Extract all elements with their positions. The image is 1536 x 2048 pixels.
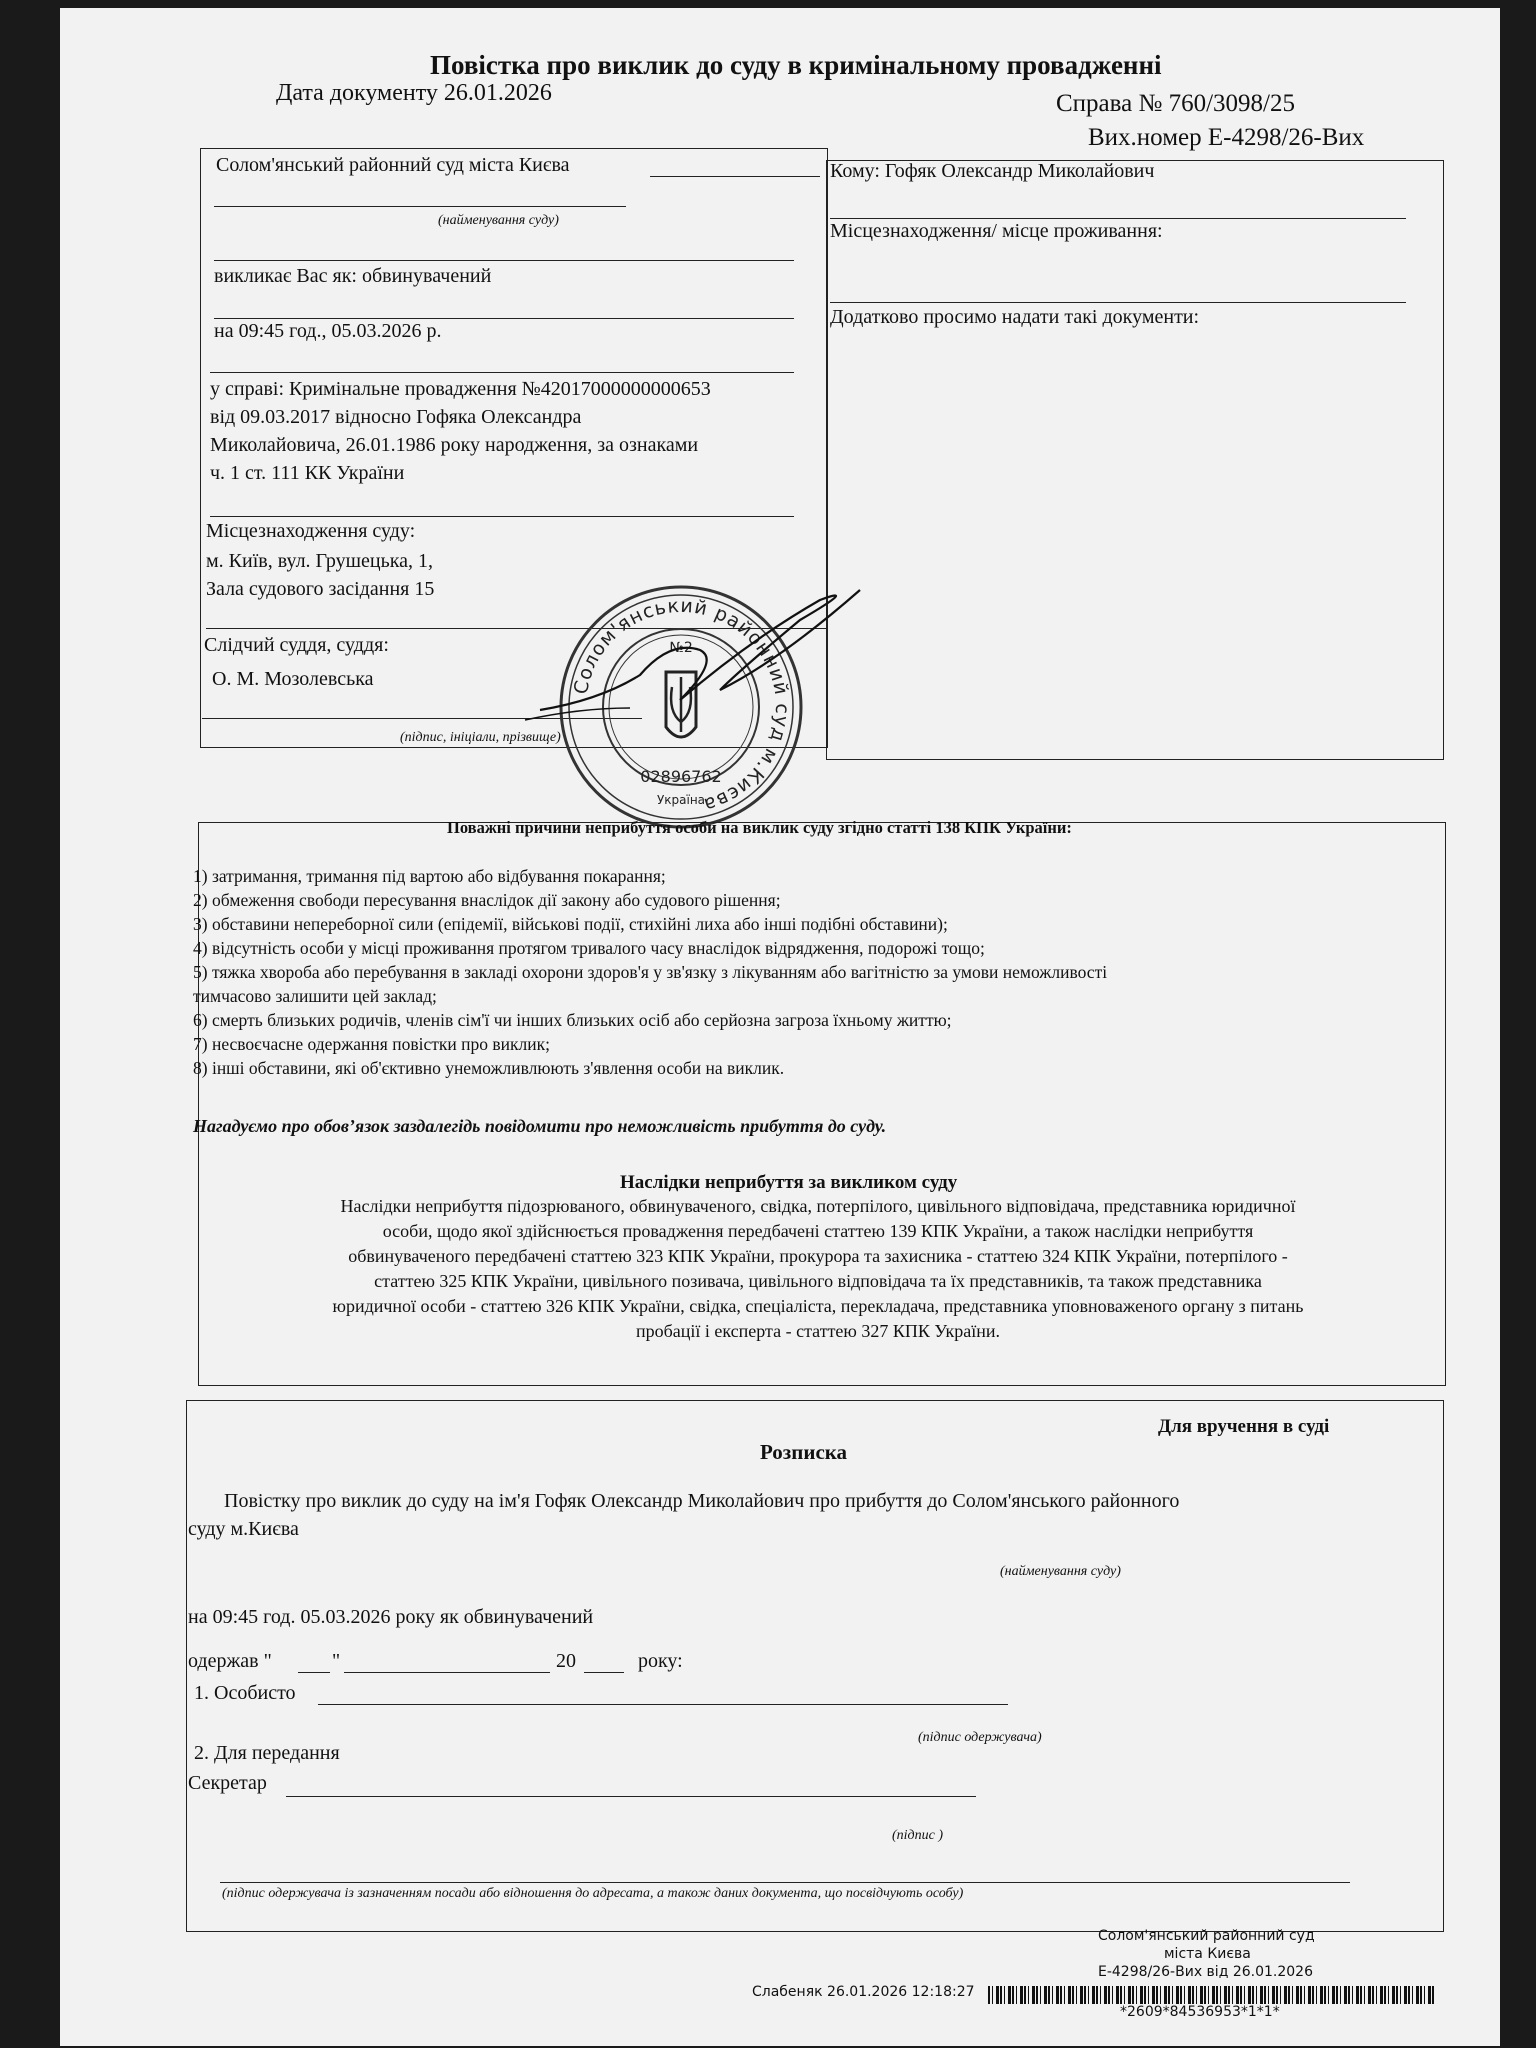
secretary-label: Секретар	[188, 1772, 267, 1794]
divider	[830, 218, 1406, 219]
document-title: Повістка про виклик до суду в кримінальному провадженні	[430, 50, 1162, 80]
court-address: м. Київ, вул. Грушецька, 1,	[206, 550, 433, 572]
court-name-hint: (найменування суду)	[438, 213, 559, 228]
receipt-line: Повістку про виклик до суду на ім'я Гофяк Олександр Миколайович про прибуття до Солом'янського районного	[224, 1490, 1180, 1512]
case-line: Миколайовича, 26.01.1986 року народження, за ознаками	[210, 434, 699, 456]
footer-sign-line	[220, 1882, 1350, 1883]
receipt-footer-hint: (підпис одержувача із зазначенням посади або відношення до адресата, а також даних документа, що посвідчують особу)	[222, 1886, 964, 1901]
divider	[830, 302, 1406, 303]
reasons-title: Поважні причини неприбуття особи на виклик суду згідно статті 138 КПК України:	[447, 818, 1072, 837]
reason-item: 7) несвоєчасне одержання повістки про виклик;	[193, 1034, 550, 1054]
judge-signature	[520, 580, 880, 760]
received-prefix: одержав "	[188, 1650, 272, 1672]
court-location-label: Місцезнаходження суду:	[206, 520, 416, 542]
svg-text:Україна: Україна	[656, 793, 706, 807]
courtroom: Зала судового засідання 15	[206, 578, 435, 600]
clerk-timestamp: Слабеняк 26.01.2026 12:18:27	[752, 1984, 975, 2000]
barcode-text: *2609*84536953*1*1*	[1120, 2004, 1280, 2020]
signature-hint: (підпис, ініціали, прізвище)	[400, 730, 561, 745]
received-mid: "	[332, 1650, 341, 1672]
receipt-title: Розписка	[760, 1440, 848, 1464]
reason-item: 2) обмеження свободи пересування внаслідок дії закону або судового рішення;	[193, 890, 781, 910]
personally-label: 1. Особисто	[194, 1682, 296, 1704]
svg-text:02896762: 02896762	[640, 767, 722, 786]
day-field	[298, 1672, 330, 1673]
reason-item: тимчасово залишити цей заклад;	[193, 986, 437, 1006]
recipient-name: Кому: Гофяк Олександр Миколайович	[830, 160, 1155, 182]
registration-city: міста Києва	[1164, 1946, 1251, 1962]
reason-item: 6) смерть близьких родичів, членів сім'ї чи інших близьких осіб або серйозна загроза їхньому життю;	[193, 1010, 952, 1030]
document-date: Дата документу 26.01.2026	[276, 80, 552, 106]
recipient-sign-hint: (підпис одержувача)	[918, 1730, 1042, 1745]
receipt-when: на 09:45 год. 05.03.2026 року як обвинувачений	[188, 1606, 594, 1628]
documents-request: Додатково просимо надати такі документи:	[830, 306, 1200, 328]
summoned-as: викликає Вас як: обвинувачений	[214, 265, 492, 287]
outgoing-number: Вих.номер Е-4298/26-Вих	[1088, 124, 1365, 151]
case-line: від 09.03.2017 відносно Гофяка Олександра	[210, 406, 582, 428]
svg-text:№2: №2	[669, 640, 693, 656]
personally-line	[318, 1704, 1008, 1705]
case-line: у справі: Кримінальне провадження №42017000000000653	[210, 378, 711, 400]
received-suffix: року:	[638, 1650, 683, 1672]
registration-court: Солом'янський районний суд	[1098, 1928, 1315, 1944]
document-barcode	[988, 1986, 1436, 2004]
consequences-text: Наслідки неприбуття підозрюваного, обвинуваченого, свідка, потерпілого, цивільного відповідача, представника юридичної особи, щодо якої здійснюється провадження передбачені статтею 139 КПК України, а також наслідки неприбуття обвинуваченого передбачені статтею 323 КПК України, прокурора та захисника - статтею 324 КПК України, потерпілого - статтею 325 КПК України, цивільного позивача, цивільного відповідача та їх представників, та також представника юридичної особи - статтею 326 КПК України, свідка, спеціаліста, перекладача, представника уповноваженого органу з питань пробації і експерта - статтею 327 КПК України.	[332, 1196, 1304, 1341]
year-field	[584, 1672, 624, 1673]
case-line: ч. 1 ст. 111 КК України	[210, 462, 405, 484]
receipt-box	[186, 1400, 1444, 1932]
received-year: 20	[556, 1650, 576, 1672]
reason-item: 3) обставини непереборної сили (епідемії, військові події, стихійні лиха або інші подібні обставини);	[193, 914, 948, 934]
residence-label: Місцезнаходження/ місце проживання:	[830, 220, 1163, 242]
consequences-title: Наслідки неприбуття за викликом суду	[620, 1172, 958, 1193]
court-name-line	[650, 176, 820, 177]
receipt-court-hint: (найменування суду)	[1000, 1564, 1121, 1579]
month-field	[344, 1672, 550, 1673]
judge-name: О. М. Мозолевська	[212, 668, 374, 690]
registration-number: Е-4298/26-Вих від 26.01.2026	[1098, 1964, 1313, 1980]
divider	[210, 372, 794, 373]
reason-item: 1) затримання, тримання під вартою або відбування покарання;	[193, 866, 666, 886]
divider	[214, 260, 794, 261]
judge-label: Слідчий суддя, суддя:	[204, 634, 389, 656]
court-name: Солом'янський районний суд міста Києва	[216, 154, 570, 176]
svg-text:Солом'янський районний суд м.К: Солом'янський районний суд м.Києва	[569, 594, 794, 817]
divider	[214, 318, 794, 319]
divider	[210, 516, 794, 517]
notify-reminder: Нагадуємо про обов’язок заздалегідь повідомити про неможливість прибуття до суду.	[193, 1116, 887, 1136]
secretary-sign-hint: (підпис )	[892, 1828, 944, 1843]
reason-item: 4) відсутність особи у місці проживання протягом тривалого часу внаслідок відрядження, подорожі тощо;	[193, 938, 985, 958]
secretary-line	[286, 1796, 976, 1797]
reason-item: 8) інші обставини, які об'єктивно унеможливлюють з'явлення особи на виклик.	[193, 1058, 785, 1078]
hearing-datetime: на 09:45 год., 05.03.2026 р.	[214, 320, 442, 342]
for-transfer-label: 2. Для передання	[194, 1742, 340, 1764]
summons-right-box	[826, 160, 1444, 760]
reason-item: 5) тяжка хвороба або перебування в закладі охорони здоров'я у зв'язку з лікуванням або вагітністю за умови неможливості	[193, 962, 1108, 982]
case-number: Справа № 760/3098/25	[1056, 90, 1295, 117]
receipt-line: суду м.Києва	[188, 1518, 299, 1540]
court-name-underline	[214, 206, 626, 207]
for-court-label: Для вручення в суді	[1158, 1416, 1330, 1437]
